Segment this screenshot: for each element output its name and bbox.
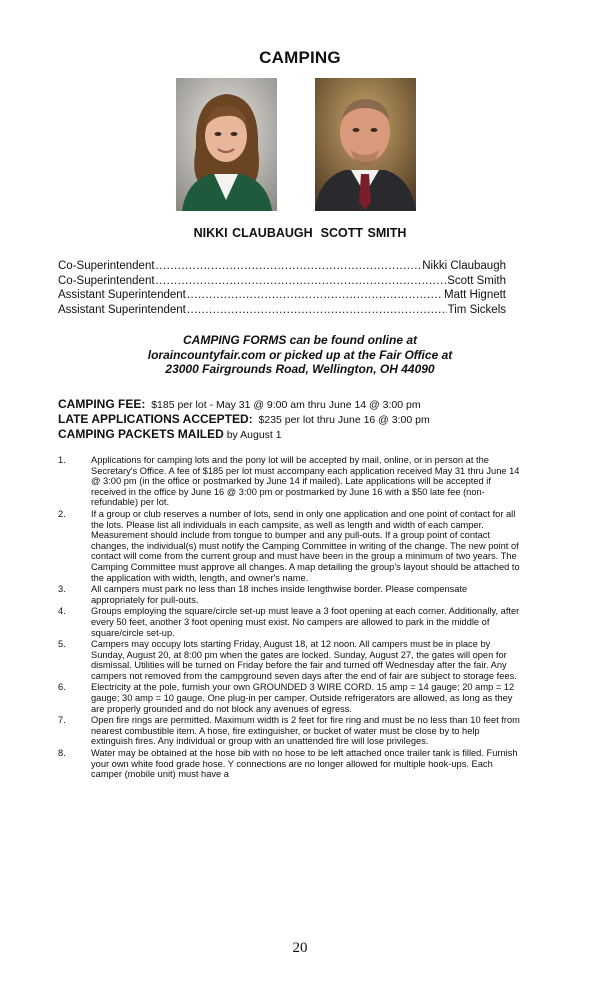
rule-item bbox=[58, 748, 520, 780]
staff-row bbox=[58, 259, 506, 274]
rules-list bbox=[58, 455, 520, 781]
fee-label: CAMPING PACKETS MAILED bbox=[58, 427, 224, 441]
staff-list bbox=[58, 259, 506, 317]
rule-text: Groups employing the square/circle set-up must leave a 3 foot opening at each corner. Additionally, after every 50 feet, another 3 foot opening must exist. No campers are allowed to park in the middle of square/circle set-up. bbox=[91, 606, 520, 638]
rule-text: Electricity at the pole, furnish your own GROUNDED 3 WIRE CORD. 15 amp = 14 gauge; 20 amp = 12 gauge; 30 amp = 10 gauge. One plug-in per camper. Outside refrigerators are allowed, as long as they are properly grounded and do not block any avenues of egress. bbox=[91, 682, 515, 714]
forms-notice-line: loraincountyfair.com or picked up at the Fair Office at bbox=[147, 347, 453, 362]
rule-item bbox=[58, 682, 520, 714]
rule-number: 2. bbox=[58, 508, 66, 519]
rule-item bbox=[58, 715, 520, 747]
rule-item bbox=[58, 606, 520, 638]
staff-name: Nikki Claubaugh bbox=[422, 260, 506, 272]
rule-number: 5. bbox=[58, 639, 66, 650]
staff-row bbox=[58, 274, 506, 289]
leader-dots bbox=[156, 274, 447, 289]
fee-label: CAMPING FEE: bbox=[58, 397, 146, 411]
rule-text: Campers may occupy lots starting Friday, August 18, at 12 noon. All campers must be in place by Sunday, August 20, at 8:00 pm when the gates are locked. Sunday, August 27, the gates will open for dismissal. Utilities will be turned on Friday before the fair and turned off Wednesday after the fair. Any campers not removed from the campground seven days after the end of fair are subject to storage fees. bbox=[91, 639, 517, 681]
camping-forms-notice bbox=[60, 333, 540, 377]
fee-text: $235 per lot thru June 16 @ 3:00 pm bbox=[258, 414, 430, 426]
rule-number: 1. bbox=[58, 455, 66, 465]
rule-number: 7. bbox=[58, 715, 66, 726]
staff-name: Tim Sickels bbox=[447, 303, 506, 316]
staff-row bbox=[58, 288, 506, 303]
superintendent-names bbox=[0, 226, 600, 240]
staff-name: Matt Hignett bbox=[444, 289, 506, 301]
portrait-photo-nikki-claubaugh bbox=[176, 78, 277, 211]
staff-role: Co-Superintendent bbox=[58, 274, 155, 287]
rule-number: 3. bbox=[58, 584, 66, 595]
staff-role: Co-Superintendent bbox=[58, 260, 155, 272]
fee-text: $185 per lot - May 31 @ 9:00 am thru June 14 @ 3:00 pm bbox=[151, 399, 421, 411]
portrait-photo-scott-smith bbox=[315, 78, 416, 211]
fee-text: by August 1 bbox=[226, 429, 282, 441]
forms-notice-line: 23000 Fairgrounds Road, Wellington, OH 44090 bbox=[165, 362, 435, 376]
rule-item bbox=[58, 509, 520, 583]
forms-notice-line: CAMPING FORMS can be found online at bbox=[183, 333, 417, 347]
fee-block bbox=[58, 397, 548, 442]
page-number: 20 bbox=[292, 940, 308, 956]
rule-number: 8. bbox=[58, 748, 66, 759]
staff-role: Assistant Superintendent bbox=[58, 289, 186, 301]
rule-text: Open fire rings are permitted. Maximum width is 2 feet for fire ring and must be no less than 10 feet from nearest combustible item. A hose, fire extinguisher, or bucket of water must be close by to help extinguish fires. Any individual or group with an unattended fire will lose privileges. bbox=[91, 715, 520, 747]
fee-line bbox=[58, 397, 548, 412]
leader-dots bbox=[187, 303, 447, 318]
rule-item bbox=[58, 455, 520, 508]
rule-number: 4. bbox=[58, 606, 66, 617]
rule-item bbox=[58, 584, 520, 605]
leader-dots bbox=[156, 259, 422, 274]
rule-number: 6. bbox=[58, 682, 66, 693]
fee-line bbox=[58, 427, 548, 442]
name-caption-1: NIKKI CLAUBAUGH bbox=[193, 226, 313, 240]
fee-line bbox=[58, 412, 548, 427]
fee-label: LATE APPLICATIONS ACCEPTED: bbox=[58, 412, 253, 426]
staff-role: Assistant Superintendent bbox=[58, 303, 186, 316]
staff-name: Scott Smith bbox=[447, 274, 506, 287]
name-caption-2: SCOTT SMITH bbox=[320, 226, 407, 240]
leader-dots bbox=[187, 288, 443, 303]
rule-item bbox=[58, 639, 520, 681]
page-title: CAMPING bbox=[259, 48, 341, 67]
rule-text: All campers must park no less than 18 inches inside lengthwise border. Please compensate appropriately for pull-outs. bbox=[91, 584, 468, 605]
rule-text: If a group or club reserves a number of lots, send in only one application and one point of contact for all the lots. Please list all individuals in each campsite, as well as length and width of each camper. Measurement should include from tongue to bumper and any pull-outs. If a group point of contact changes, the individual(s) must notify the Camping Committee in writing of the change. The new point of contact will come from the current group and must have been in the group a minimum of two years. The Camping Committee must approve all changes. A map detailing the group's layout should be attached to the application with width, length, and owner's name. bbox=[91, 508, 520, 583]
staff-row bbox=[58, 303, 506, 318]
rule-text: Water may be obtained at the hose bib with no hose to be left attached once trailer tank is filled. Furnish your own white food grade hose. Y connections are no longer allowed for multiple hook-ups. Each camper (mobile unit) must have a bbox=[91, 748, 518, 780]
rule-text: Applications for camping lots and the pony lot will be accepted by mail, online, or in person at the Secretary's Office. A fee of $185 per lot must accompany each application received May 31 thru June 14 @ 3:00 pm (in the office or postmarked by June 14 if mailed). Late applications will be accepted if received in the office by June 16 @ 3:00 pm or postmarked by June 16 with a $50 late fee (non-refundable) per lot. bbox=[91, 455, 520, 508]
